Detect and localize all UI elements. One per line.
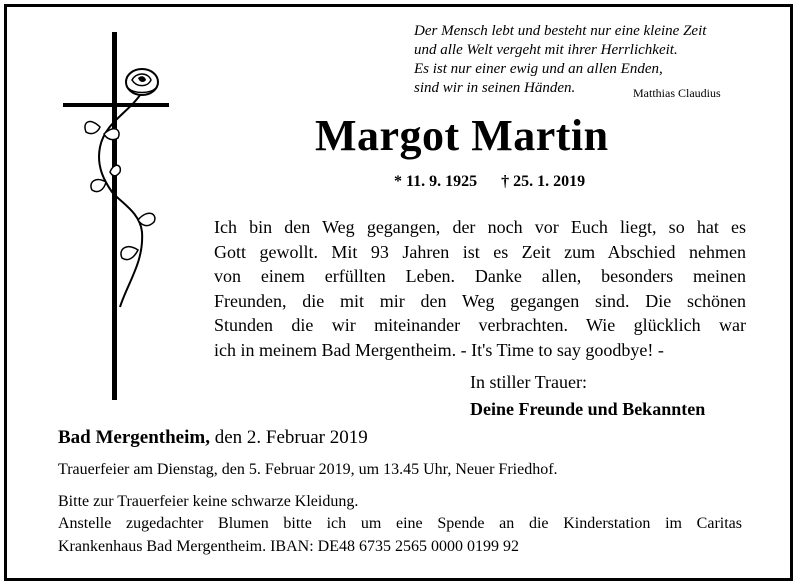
- farewell-line: Stunden die wir miteinander verbrachten. Wie glücklich war: [214, 315, 746, 335]
- farewell-line: Gott gewollt. Mit 93 Jahren ist es Zeit zum Abschied nehmen: [214, 241, 746, 262]
- place-date: [58, 427, 368, 449]
- mourning-signers: Deine Freunde und Bekannten: [470, 399, 706, 419]
- cross-with-rose-icon: [60, 32, 180, 402]
- donation-info-line: Anstelle zugedachter Blumen bitte ich um eine Spende an die Kinderstation im Caritas: [58, 515, 742, 532]
- quote-line: Es ist nur einer ewig und an allen Enden,: [414, 61, 663, 77]
- quote-author: Matthias Claudius: [633, 86, 721, 100]
- donation-info-line: Krankenhaus Bad Mergentheim. IBAN: DE48 6735 2565 0000 0199 92: [58, 538, 519, 555]
- place: Bad Mergentheim,: [58, 427, 210, 448]
- farewell-line: von einem erfüllten Leben. Danke allen, besonders meinen: [214, 266, 746, 286]
- date: den 2. Februar 2019: [209, 427, 368, 448]
- quote-line: und alle Welt vergeht mit ihrer Herrlichkeit.: [414, 42, 678, 58]
- farewell-line: Freunden, die mit mir den Weg gegangen sind. Die schönen: [214, 290, 746, 311]
- quote-line: sind wir in seinen Händen.: [414, 80, 576, 96]
- birth-date: * 11. 9. 1925: [394, 173, 478, 190]
- farewell-line: Ich bin den Weg gegangen, der noch vor Euch liegt, so hat es: [214, 217, 746, 237]
- farewell-text: [214, 215, 746, 362]
- life-dates: [394, 173, 609, 191]
- deceased-name: Margot Martin: [315, 111, 609, 160]
- quote-line: Der Mensch lebt und besteht nur eine kleine Zeit: [414, 23, 707, 39]
- death-date: † 25. 1. 2019: [501, 173, 586, 190]
- ceremony-info: Trauerfeier am Dienstag, den 5. Februar 2019, um 13.45 Uhr, Neuer Friedhof.: [58, 461, 558, 478]
- dress-info: Bitte zur Trauerfeier keine schwarze Kleidung.: [58, 493, 359, 510]
- mourning-intro: In stiller Trauer:: [470, 372, 587, 392]
- farewell-line: ich in meinem Bad Mergentheim. - It's Time to say goodbye! -: [214, 339, 664, 360]
